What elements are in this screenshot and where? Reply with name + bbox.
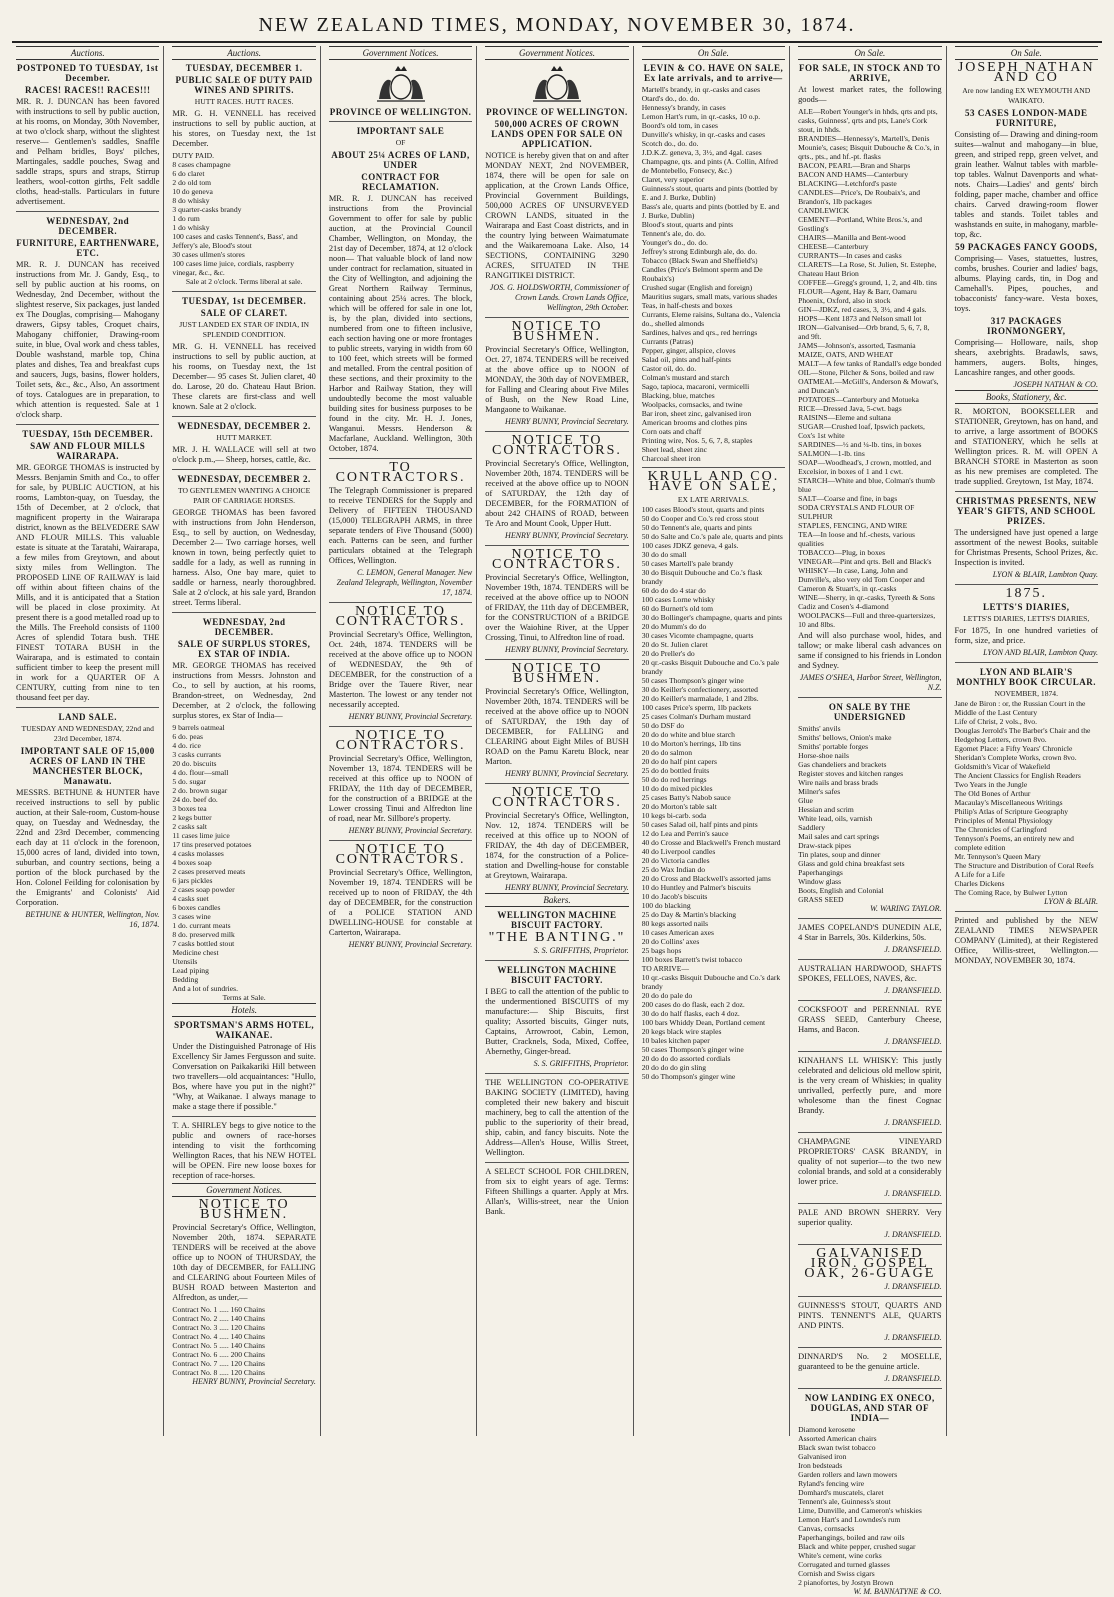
ad-list: Smiths' anvils Smiths' bellows, Onion's make Smiths' portable forges Horse-shoe nails Gas chandeliers and brackets Register stoves and kitchen ranges Wire nails and brass brads Milner's safes Glue Hessian and scrim White lead, oils, varnish Saddlery Mail sales and cart springs Draw-stack pipes Tin plates, soup and dinner Glass and gold china breakfast sets Paperhangings Window glass Boots, English and Colonial GRASS SEED [798,724,905,904]
ad-signature: HENRY BUNNY, Provincial Secretary. [348,826,473,835]
ad-title: WEDNESDAY, DECEMBER 2. [177,474,311,484]
ad-subtitle: IMPORTANT SALE OF 15,000 ACRES OF LAND IN THE MANCHESTER BLOCK, Manawatu. [20,746,155,786]
divider [798,959,941,960]
divider [485,431,628,432]
royal-crest-icon [527,63,587,105]
ad-subtitle: PUBLIC SALE OF DUTY PAID WINES AND SPIRITS. [175,75,313,95]
column-1 [12,46,164,1436]
ad-body: For 1875, In one hundred varieties of form, size, and price. [954,626,1098,645]
column-7 [951,46,1102,1436]
ad-body: The Telegraph Commissioner is prepared to receive TENDERS for the Supply and Delivery of FIFTEEN THOUSAND (15,000) TELEGRAPH ARMS, in three separate tenders of Five Thousand (5000) each. Patterns can be seen, and further particulars obtained at the Telegraph Offices, Wellington. [328,486,473,565]
ad-title: SPORTSMAN'S ARMS HOTEL, WAIKANAE. [174,1020,315,1040]
ad-body: T. A. SHIRLEY begs to give notice to the public and owners of race-horses intending to visit the forthcoming Wellington Races, that his NEW HOTEL will be OPEN. Fire new loose boxes for reception of race-horses. [172,1121,316,1180]
section-head-government-notices: Government Notices. [172,1183,315,1197]
ad-subtitle: 53 CASES LONDON-MADE FURNITURE, [964,108,1088,128]
divider [172,612,315,613]
ad-body: Provincial Secretary's Office, Wellington, Oct. 24th, 1874. TENDERS will be received at the above office up to NOON of WEDNESDAY, the 9th of DECEMBER, for the construction of a Bridge over the Tauere River, near Masterton. The lowest or any tender not necessarily accepted. [328,630,473,709]
ad-body: THE WELLINGTON CO-OPERATIVE BAKING SOCIETY (LIMITED), having completed their new bakery and biscuit machinery, beg to call the attention of the public to the superiority of their bread, ship, cabin, and fancy biscuits. Note the Address—Allen's House, Willis Street, Wellington. [485,1078,629,1157]
divider [798,1244,941,1245]
ad-title: LETTS'S DIARIES, [982,602,1070,612]
ad-subtitle: Are now landing EX WEYMOUTH AND WAIKATO. [962,86,1091,105]
ad-list: Jane de Biron : or, the Russian Court in the Middle of the Last Century Life of Christ, 2 vols., 8vo. Douglas Jerrold's The Barber's Chair and the Hedgehog Letters, crown 8vo. Egomet Place: a Fifty Years' Chronicle Sheridan's Complete Works, crown 8vo. Goldsmith's Vicar of Wakefield The Ancient Classics for English Readers Two Years in the Jungle The Old Bones of Arthur Macaulay's Miscellaneous Writings Philip's Atlas of Scripture Geography Principles of Mental Physiology The Chronicles of Carlingford Tennyson's Poems, an entirely new and complete edition Mr. Tennyson's Queen Mary The Structure and Distribution of Coral Reefs A Life for a Life Charles Dickens The Coming Race, by Bulwer Lytton [954,699,1094,897]
ad-title: TUESDAY, DECEMBER 1. [185,63,303,73]
section-head-auctions: Auctions. [172,46,315,60]
ad-signature: J. DRANSFIELD. [884,945,942,954]
ad-list: Diamond kerosene Assorted American chairs Black swan twist tobacco Galvanised iron Iron bedsteads Garden rollers and lawn mowers Ryland's fencing wire Domhard's muscatels, claret Tennent's ale, Guinness's stout Lime, Dunville, and Cameron's whiskies Lemon Hart's and Lowndes's rum Canvas, cornsacks Paperhangings, boiled and raw oils Black and white pepper, crushed sugar White's cement, wine corks Corrugated and turned glasses Cornish and Swiss cigars 2 pianofortes, by Jostyn Brown [798,1425,922,1587]
ad-signature: JOSEPH NATHAN & CO. [1013,380,1098,389]
ad-subtitle: LETTS'S DIARIES, LETTS'S DIARIES, [963,614,1090,623]
ad-signature: J. DRANSFIELD. [884,1282,942,1291]
divider [329,840,472,841]
ad-title: NOTICE TO CONTRACTORS. [492,433,622,458]
ad-subtitle: CONTRACT FOR RECLAMATION. [361,172,440,192]
ad-title: JOSEPH NATHAN AND CO [957,60,1095,85]
divider [955,911,1098,912]
ad-signature: JAMES O'SHEA, Harbor Street, Wellington, N.Z. [799,673,942,692]
divider [798,1000,941,1001]
ad-body: MR. GEORGE THOMAS has received instructions from Messrs. Johnston and Co., to sell by auction, at his rooms, Brandon-street, on Wednesday, 2nd December, at 2 o'clock, the following surplus stores, ex Star of India— [172,661,316,720]
divider [329,726,472,727]
ad-signature: J. DRANSFIELD. [884,1189,942,1198]
ad-body: MR. G. H. VENNELL has received instructions to sell by public auction, at his stores, on Tuesday next, the 1st December. [172,109,316,148]
ad-title: NOTICE TO CONTRACTORS. [492,785,622,810]
divider [329,602,472,603]
ad-body: COCKSFOOT and PERENNIAL RYE GRASS SEED, Canterbury Cheese, Hams, and Bacon. [798,1005,942,1034]
divider [485,1162,628,1163]
ad-body: NOTICE is hereby given that on and after MONDAY NEXT, 2nd NOVEMBER, 1874, there will be open for sale on application, at the Crown Lands Office, Provincial Government Buildings, 500,000 ACRES OF UNSURVEYED CROWN LANDS, situated in the Wairarapa and East Coast districts, and in the country lying between Waimatumate and the Waikaremoana Lake. Also, 14 SECTIONS, CONTAINING 3290 ACRES, SITUATED IN THE RANGITIKEI DISTRICT. [485,151,629,280]
ad-subtitle: TO GENTLEMEN WANTING A CHOICE PAIR OF CARRIAGE HORSES. [178,486,311,505]
ad-title: LEVIN & CO. HAVE ON SALE, Ex late arrivals, and to arrive— [643,63,784,83]
divider [16,211,159,212]
ad-title: KRULL AND CO. HAVE ON SALE, [647,469,780,494]
divider [172,416,315,417]
section-head-on-sale: On Sale. [642,46,785,60]
ad-body: Provincial Secretary's Office, Wellington, November 20th, 1874. TENDERS will be received at the above office up to NOON of SATURDAY, the 12th day of DECEMBER, for the FORMATION of about 242 CHAINS of ROAD, between Te Aro and Mount Cook, Upper Hutt. [485,459,629,528]
divider [798,1132,941,1133]
ad-list: 100 cases Blood's stout, quarts and pints 50 do Cooper and Co.'s red cross stout 50 do Tennent's ale, quarts and pints 50 do Salte and Co.'s pale ale, quarts and pints 100 cases JDKZ geneva, 4 gals. 30 do do small 50 cases Martell's pale brandy 30 do Bisquit Dubouche and Co.'s flask brandy 60 do do do 4 star do 100 cases Lorne whisky 60 do Burnett's old tom 30 do Bollinger's champagne, quarts and pints 20 do Mumm's do do 30 cases Vicomte champagne, quarts 20 do St. Julien claret 20 do Preller's do 20 qr.-casks Bisquit Dubouche and Co.'s pale brandy 50 cases Thompson's ginger wine 30 do Keiller's confectionery, assorted 20 do Keiller's marmalade, 1 and 2lbs. 100 cases Price's sperm, 1lb packets 25 cases Colman's Durham mustard 50 do DSF do 20 do do white and blue starch 10 do Morton's herrings, 1lb tins 20 do do salmon 20 do do half pint capers 25 do do bottled fruits 50 do do red herrings 10 do do mixed pickles 25 cases Batty's Nabob sauce 20 do Morton's table salt 10 kegs bi-carb. soda 50 cases Salad oil, half pints and pints 12 do Lea and Perrin's sauce 40 do Crosse and Blackwell's French mustard 40 do Liverpool candles 20 do Victoria candles 25 do Wax Indian do 20 do Cross and Blackwell's assorted jams 10 do Huntley and Palmer's biscuits 10 do Jacob's biscuits 100 do blacking 25 do Day & Martin's blacking 80 kegs assorted nails 10 cases American axes 20 do Collins' axes 25 bags hops 100 boxes Barrett's twist tobacco TO ARRIVE— 10 qr.-casks Bisquit Dubouche and Co.'s dark brandy 20 do do pale do 200 cases do do flask, each 2 doz. 30 do do half flasks, each 4 doz. 100 bars Whiddy Dean, Portland cement 20 kegs black wire staples 10 bales kitchen paper 50 cases Thompson's ginger wine 20 do do do assorted cordials 20 do do do gin sling 50 do Thompson's ginger wine [641,505,783,1081]
ad-title: LYON AND BLAIR'S MONTHLY BOOK CIRCULAR. [956,667,1097,687]
ad-body: AUSTRALIAN HARDWOOD, SHAFTS SPOKES, FELLOES, NAVES, &c. [798,964,942,983]
divider [485,783,628,784]
ad-title: NOTICE TO BUSHMEN. [511,319,603,344]
ad-title: WELLINGTON MACHINE BISCUIT FACTORY. [497,965,617,985]
divider [798,1347,941,1348]
ad-signature: LYON & BLAIR. [1044,897,1098,906]
ad-subtitle: JUST LANDED EX STAR OF INDIA, IN SPLENDID CONDITION. [179,320,310,339]
ad-list: Martell's brandy, in qr.-casks and cases Otard's do., do. do. Hennessy's brandy, in cases Lemon Hart's rum, in qr.-casks, 10 o.p. Boord's old tom, in cases Dunville's whisky, in qr.-casks and cases Scotch do., do. do. J.D.K.Z. geneva, 3, 3½, and 4gal. cases Champagne, qts. and pints (A. Collin, Alfred de Montebello, Fonsecy, &c.) Claret, very superior Guinness's stout, quarts and pints (bottled by E. and J. Burke, Dublin) Bass's ale, quarts and pints (bottled by E. and J. Burke, Dublin) Blood's stout, quarts and pints Tennent's ale, do. do. Younger's do., do. do. Jeffrey's strong Edinburgh ale, do. do. Tobacco (Black Swan and Sheffield's) Candles (Price's Belmont sperm and De Roubaix's) Crushed sugar (English and foreign) Mauritius sugars, small mats, various shades Teas, in half-chests and boxes Currants, Eleme raisins, Sultana do., Valencia do., shelled almonds Sardines, halves and qrs., red herrings Currants (Patras) Pepper, ginger, allspice, cloves Salad oil, pints and half-pints Castor oil, do. do. Colman's mustard and starch Sago, tapioca, macaroni, vermicelli Blacking, blue, matches Woolpacks, cornsacks, and twine Bar iron, sheet zinc, galvanised iron American brooms and clothes pins Corn oats and chaff Printing wire, Nos. 5, 6, 7, 8, staples Sheet lead, sheet zinc Charcoal sheet iron [641,85,781,463]
section-head-on-sale: On Sale. [798,46,941,60]
ad-title: LAND SALE. [58,712,117,722]
ad-signature: J. DRANSFIELD. [884,1230,942,1239]
divider [329,121,472,122]
ad-signature: C. LEMON, General Manager. New Zealand Telegraph, Wellington, November 17, 1874. [336,568,473,597]
ad-body: MR. G. H. VENNELL has received instructions to sell by public auction, at his rooms, on Tuesday next, the 1st December— 95 cases St. Julien claret, 40 do. Larose, 20 do. Chateau Haut Brion. These clarets are first-class and well known. Sale at 2 o'clock. [172,342,316,411]
ad-note: Sale at 2 o'clock. Terms liberal at sale. [185,277,303,286]
ad-body: DINNARD'S No. 2 MOSELLE, guaranteed to be the genuine article. [798,1352,942,1371]
ad-body: JAMES COPELAND'S DUNEDIN ALE, 4 Star in Barrels, 30s. Kilderkins, 50s. [798,923,942,942]
ad-body: PALE AND BROWN SHERRY. Very superior quality. [798,1208,942,1227]
ad-subtitle: SAW AND FLOUR MILLS WAIRARAPA. [30,441,146,461]
ad-list: 9 barrels oatmeal 6 do. peas 4 do. rice 3 casks currants 20 do. biscuits 4 do. flour—small 5 do. sugar 2 do. brown sugar 24 do. beef do. 3 boxes tea 2 kegs butter 2 casks salt 11 cases lime juice 17 tins preserved potatoes 4 casks molasses 4 boxes soap 2 cases preserved meats 6 jars pickles 2 cases soap powder 4 casks suet 6 boxes candles 3 cases wine 1 do. currant meats 8 do. preserved milk 7 casks bottled stout Medicine chest Utensils Lead piping Bedding And a lot of sundries. [172,723,252,993]
ad-body: MR. R. J. DUNCAN has been favored with instructions to sell by public auction, at his rooms, on Monday, 30th November, at two o'clock sharp, without the slightest reserve— Gentlemen's saddles, Snaffle and Pelham bridles, Boys' pilches, Martingales, saddle pouches, Swag and saddle straps, spurs and straps, Stirrup leathers, wool-cotton girths, Felt saddle cloths, head-stalls. Particulars in future advertisement. [16,97,160,206]
divider [485,545,628,546]
section-head-bakers: Bakers. [485,893,628,907]
ad-subtitle: TUESDAY AND WEDNESDAY, 22nd and 23rd December, 1874. [21,724,154,743]
ad-subtitle: RACES! RACES!! RACES!!! [24,85,151,95]
ad-body: MR. R. J. DUNCAN has received instructions from the Provincial Government to offer for sale by public auction, at the Provincial Council Chamber, Wellington, on Monday, the 21st day of December, 1874, at 12 o'clock noon— That valuable block of land now under contract for reclamation, situated in the City of Wellington, and adjoining the Great Northern Railway Terminus, containing about 25¼ acres. The block, which will be offered for sale in one lot, is, by the plan, divided into sections, numbered from one to fifteen inclusive, each section having one or more frontages to public streets, varying in width from 60 to 100 feet, which streets will be formed and metalled. From the central position of these sections, and their proximity to the Harbor and Railway Station, they will undoubtedly become the most valuable building sites for business purposes to be found in the city. Mr. H. J. Jones, Wanganui. Messrs. Henderson & Macfarlane, Auckland. Wellington, 30th October, 1874. [328,194,473,453]
divider [955,491,1098,492]
divider [16,707,159,708]
ad-body: Provincial Secretary's Office, Wellington, November 20th, 1874. TENDERS will be received at the above office up to NOON of SATURDAY, the 19th day of DECEMBER, for FALLING and CLEARING about Eight Miles of BUSH ROAD on the Pamu Karetu Block, near Marton. [485,687,629,766]
divider [172,291,315,292]
column-3 [325,46,477,1436]
divider [485,1073,628,1074]
ad-list: ALE—Robert Younger's in hhds, qrts and pts, casks, Guinness', qrts and pts, Lane's Cork stout, in hhds. BRANDIES—Hennessy's, Martell's, Denis Mounie's, cases; Bisquit Dubouche & Co.'s, in qrts., pts., and hf.-pt. flasks BACON, PEARL—Bran and Sharps BACON AND HAMS—Canterbury BLACKING—Letchford's paste CANDLES—Price's, De Roubaix's, and Brandon's, 1lb packages CANDLEWICK CEMENT—Portland, White Bros.'s, and Gostling's CHAIRS—Manilla and Bent-wood CHEESE—Canterbury CURRANTS—In cases and casks CLARETS—La Rose, St. Julien, St. Estephe, Chateau Haut Brion COFFEE—Gregg's ground, 1, 2, and 4lb. tins FLOUR—Agent, Hay & Barr, Oamaru Phoenix, Oxford, also in stock GIN—JDKZ, red cases, 3, 3½, and 4 gals. HOPS—Kent 1873 and Nelson small lot IRON—Galvanised—Orb brand, 5, 6, 7, 8, and 9ft. JAMS—Johnson's, assorted, Tasmania MAIZE, OATS, AND WHEAT MALT—A few tanks of Randall's edge bonded OIL—Stone, Pilcher & Sons, boiled and raw OATMEAL—McGill's, Anderson & Mowat's, and Duncan's POTATOES—Canterbury and Motueka RICE—Dressed Java, 5-cwt. bags RAISINS—Eleme and sultana SUGAR—Crushed loaf, Ipswich packets, Cox's 1st white SARDINES—½ and ¼-lb. tins, in boxes SALMON—1-lb. tins SOAP—Woodhead's, J crown, mottled, and Excelsior, in boxes of 1 and 1 cwt. STARCH—White and blue, Colman's thumb blue SALT—Coarse and fine, in bags SODA CRYSTALS AND FLOUR OF SULPHUR STAPLES, FENCING, AND WIRE TEA—In loose and hf.-chests, various qualities TOBACCO—Plug, in boxes VINEGAR—Pint and qrts. Bell and Black's WHISKY—In case, Lang, John and Dunville's, also very old Tom Cooper and Cameron & Stuart's, in qr.-casks WINE—Sherry, in qr.-casks, Tyreeth & Sons Cadiz and Cosen's 4-diamond WOOLPACKS—Full and three-quartersizes, 10 and 8lbs. [798,107,942,629]
ad-body: Consisting of— Drawing and dining-room suites—walnut and mahogany—in blue, green, and striped repp, green velvet, and grain leather. Walnut tables with marble-top tables. Walnut Davenports and what-nots. Chairs—Ladies' and gents' birch folding, paper mache, chamber and office chairs. Carved drawing-room flower tables and stands. Toilet tables and washstands en suite, in mahogany, marble-top, &c. [954,130,1098,239]
ad-subtitle: 317 PACKAGES IRONMONGERY, [986,316,1066,336]
ad-signature: W. WARING TAYLOR. [870,904,942,913]
ad-title: ON SALE BY THE UNDERSIGNED [828,702,911,722]
ad-title: TUESDAY, 1st DECEMBER. [181,296,307,306]
ad-signature: HENRY BUNNY, Provincial Secretary. [192,1377,316,1386]
ad-subtitle: "THE BANTING." [488,930,626,945]
section-head-books: Books, Stationery, &c. [955,390,1098,404]
ad-title: NOTICE TO CONTRACTORS. [335,604,466,629]
ad-body: Provincial Secretary's Office, Wellington, November 13, 1874. TENDERS will be received at this office up to NOON of FRIDAY, the 11th day of DECEMBER, for the construction of a BRIDGE at the Lower crossing Tinui and Alfredton line of road, near Mr. Sillbore's property. [328,754,473,823]
ad-subtitle: SALE OF SURPLUS STORES, EX STAR OF INDIA. [177,639,311,659]
ad-title: TUESDAY, 15th DECEMBER. [22,429,154,439]
ad-body: MR. GEORGE THOMAS is instructed by Messrs. Benjamin Smith and Co., to offer for sale, by PUBLIC AUCTION, at his rooms, Lambton-quay, on Tuesday, the 15th of December, at 2 o'clock, that magnificent property in the Wairarapa district, known as the BELVEDERE SAW AND FLOUR MILLS. This valuable estate is situate at the Taratahi, Wairarapa, a few miles from Greytown, and about sixty miles from Wellington. The PROPOSED LINE OF RAILWAY is laid off within about fifteen chains of the Mills, and it is anticipated that a Station will be placed in close proximity. At present there is a good metalled road up to the Mills. The Freehold consists of 1100 Acres of splendid Totara bush. THE FINEST TOTARA BUSH in the Wairarapa, and is estimated to contain sufficient timber to keep the present mill in work for a QUARTER OF A CENTURY, cutting from nine to ten thousand feet per day. [16,463,160,702]
ad-subtitle: HUTT MARKET. [216,433,272,442]
ad-subtitle: 500,000 ACRES OF CROWN LANDS OPEN FOR SALE ON APPLICATION. [491,119,623,149]
ad-body: KINAHAN'S LL WHISKY: This justly celebrated and delicious old mellow spirit, is the very cream of Whiskies; in quality unrivalled, perfectly pure, and more wholesome than the finest Cognac Brandy. [798,1056,942,1115]
ad-title: NOTICE TO CONTRACTORS. [335,842,466,867]
ad-body: MESSRS. BETHUNE & HUNTER have received instructions to sell by public auction, at their Sale-room, Custom-house quay, on Tuesday and Wednesday, the 22nd and 23rd December, commencing each day at 11 o'clock in the forenoon, 15,000 acres of land, divided into town, suburban, and country sections, being a portion of the block purchased by the Hon. Colonel Feilding for colonisation by the Emigrants' and Colonists' Aid Corporation. [16,788,160,907]
ad-title: WEDNESDAY, 2nd DECEMBER. [46,216,130,236]
ad-signature: HENRY BUNNY, Provincial Secretary. [505,417,629,426]
ad-subtitle: ABOUT 25¼ ACRES OF LAND, UNDER [331,150,470,170]
ad-signature: J. DRANSFIELD. [884,1118,942,1127]
divider [16,424,159,425]
divider [798,1051,941,1052]
ad-body: CHAMPAGNE VINEYARD PROPRIETORS' CASK BRANDY, in quality of not superior—to the two new colonial brands, and sold at a considerably lower price. [798,1137,942,1186]
divider [642,467,785,468]
ad-subtitle: EX LATE ARRIVALS. [677,495,749,504]
ad-signature: HENRY BUNNY, Provincial Secretary. [505,883,629,892]
imprint: Printed and published by the NEW ZEALAND TIMES NEWSPAPER COMPANY (Limited), at their Registered Office, Willis-street, Wellington.—MONDAY, NOVEMBER 30, 1874. [954,916,1098,965]
divider [798,918,941,919]
column-4 [481,46,633,1436]
ad-subtitle: 59 PACKAGES FANCY GOODS, [955,242,1098,252]
divider [955,584,1098,585]
ad-body: Provincial Secretary's Office, Wellington, Oct. 27, 1874. TENDERS will be received at the above office up to NOON of MONDAY, the 30th day of NOVEMBER, for Falling and Clearing about Five Miles of Bush, on the New Road Line, Mangaone to Waikanae. [485,345,629,414]
ad-subtitle: FURNITURE, EARTHENWARE, ETC. [16,238,160,258]
divider [485,960,628,961]
ad-title: POSTPONED TO TUESDAY, 1st December. [17,63,159,83]
ad-signature: LYON & BLAIR, Lambton Quay. [992,570,1098,579]
section-head-government-notices: Government Notices. [329,46,472,60]
ad-subtitle: OF [395,138,406,147]
column-2 [168,46,320,1436]
divider [798,697,941,698]
column-5 [638,46,790,1436]
ad-body: At lowest market rates, the following goods— [798,85,942,104]
section-head-on-sale: On Sale. [955,46,1098,60]
ad-body: Provincial Secretary's Office, Wellington, November 19th, 1874. TENDERS will be received at the above office up to NOON of FRIDAY, the 11th day of DECEMBER, for the CONSTRUCTION of a BRIDGE over the Waiohine River, at the Upper Crossing, Tinui, to Alfredton line of road. [485,573,629,642]
ad-signature: JOS. G. HOLDSWORTH, Commissioner of Crown Lands. Crown Lands Office, Wellington, 29th October. [489,283,629,312]
divider [172,1116,315,1117]
ad-title: WEDNESDAY, DECEMBER 2. [177,421,311,431]
ad-signature: HENRY BUNNY, Provincial Secretary. [348,940,473,949]
ad-body: The undersigned have just opened a large assortment of the newest Books, suitable for Christmas Presents, School Prizes, &c. Inspection is invited. [954,528,1098,567]
divider [955,662,1098,663]
ad-signature: LYON AND BLAIR, Lambton Quay. [983,648,1098,657]
ad-signature: HENRY BUNNY, Provincial Secretary. [505,531,629,540]
ad-signature: J. DRANSFIELD. [884,1333,942,1342]
ad-subtitle: NOVEMBER, 1874. [994,689,1058,698]
masthead: NEW ZEALAND TIMES, MONDAY, NOVEMBER 30, 1874. [12,8,1102,43]
ad-year: 1875. [1005,586,1047,601]
ad-title: PROVINCE OF WELLINGTON. [486,107,628,117]
ad-body: A SELECT SCHOOL FOR CHILDREN, from six to eight years of age. Terms: Fifteen Shillings a quarter. Apply at Mrs. Allan's, Willis-street, near the Union Bank. [485,1167,629,1216]
ad-title: WEDNESDAY, 2nd DECEMBER. [202,617,286,637]
ad-body: GUINNESS'S STOUT, QUARTS AND PINTS. TENNENT'S ALE, QUARTS AND PINTS. [798,1301,942,1330]
ad-body: GEORGE THOMAS has been favored with instructions from John Henderson, Esq., to sell by auction, on Wednesday, December 2— Two carriage horses, well known in town, being perfectly quiet to saddle for a lady, as well as running in harness. Also, One bay mare, quiet to saddle or harness, nearly thoroughbred. Sale at 2 o'clock, at his sale yard, Brandon street. Terms liberal. [172,508,316,607]
divider [485,317,628,318]
ad-title: NOTICE TO CONTRACTORS. [492,547,622,572]
ad-body: Comprising— Holloware, nails, shop shears, axebrights. Bradawls, saws, hammers, augers. Bolts, hinges, Lancashire ranges, and other goods. [954,338,1098,377]
divider [798,1296,941,1297]
ad-title: NOTICE TO BUSHMEN. [511,661,603,686]
divider [172,469,315,470]
ad-body: Comprising— Vases, statuettes, lustres, combs, brushes. Courier and ladies' bags, albums. Playing cards, tin, in Dog and Camehall's. Pipes, pouches, and tobacconists' fancy-ware. Vesta boxes, toys. [954,254,1098,313]
section-head-government-notices: Government Notices. [485,46,628,60]
ad-subtitle: SALE OF CLARET. [200,308,288,318]
ad-title: NOTICE TO BUSHMEN. [198,1197,290,1222]
divider [798,1388,941,1389]
ad-title: NOTICE TO CONTRACTORS. [335,728,466,753]
ad-signature: HENRY BUNNY, Provincial Secretary. [505,645,629,654]
ad-body: Provincial Secretary's Office, Wellington, November 20th, 1874. SEPARATE TENDERS will be received at the above office up to NOON of THURSDAY, the 10th day of DECEMBER, for FALLING and CLEARING about Fourteen Miles of BUSH ROAD between Masterton and Alfredton, as under,— [172,1223,316,1302]
section-head-auctions: Auctions. [16,46,159,60]
ad-title: NOW LANDING EX ONECO, DOUGLAS, AND STAR OF INDIA— [804,1393,935,1423]
ad-subtitle: IMPORTANT SALE [356,126,445,136]
divider [798,1203,941,1204]
divider [485,659,628,660]
ad-title: CHRISTMAS PRESENTS, NEW YEAR'S GIFTS, AND SCHOOL PRIZES. [955,496,1097,526]
ad-title: FOR SALE, IN STOCK AND TO ARRIVE, [799,63,941,83]
ad-note: Terms at Sale. [222,993,266,1002]
ad-list: Contract No. 1 ..... 160 Chains Contract No. 2 ..... 140 Chains Contract No. 3 ..... 120 Chains Contract No. 4 ..... 140 Chains Contract No. 5 ..... 140 Chains Contract No. 6 ..... 200 Chains Contract No. 7 ..... 120 Chains Contract No. 8 ..... 120 Chains [172,1305,266,1377]
ad-title: GALVANISED IRON. GOSPEL OAK, 26-GUAGE [804,1246,936,1281]
ad-body: And will also purchase wool, hides, and tallow; or make liberal cash advances on same if consigned to his friends in London and Sydney. [798,631,942,670]
section-head-hotels: Hotels. [172,1003,315,1017]
ad-body: Provincial Secretary's Office, Wellington, November 19, 1874. TENDERS will be received up to noon of FRIDAY, the 4th day of DECEMBER, for the construction of a POLICE STATION AND DWELLING-HOUSE for constable at Carterton, Wairarapa. [328,868,473,937]
ad-title: TO CONTRACTORS. [335,460,466,485]
royal-crest-icon [371,63,431,105]
ad-body: MR. J. H. WALLACE will sell at two o'clock p.m.,— Sheep, horses, cattle, &c. [172,445,316,464]
ad-signature: J. DRANSFIELD. [884,986,942,995]
ad-subtitle: HUTT RACES. HUTT RACES. [194,97,294,106]
columns [12,46,1102,1596]
ad-body: R. MORTON, BOOKSELLER and STATIONER, Greytown, has on hand, and to arrive, a large assortment of BOOKS and STATIONERY, which he sells at Wellington prices. R. M. will OPEN A BRANCH STORE in Masterton as soon as his new premises are completed. The trade supplied. Greytown, 1st May, 1874. [954,407,1098,486]
ad-signature: J. DRANSFIELD. [884,1037,942,1046]
ad-title: WELLINGTON MACHINE BISCUIT FACTORY. [497,910,617,930]
ad-signature: HENRY BUNNY, Provincial Secretary. [505,769,629,778]
ad-title: PROVINCE OF WELLINGTON. [329,107,472,117]
ad-signature: W. M. BANNATYNE & CO. [853,1587,942,1596]
ad-signature: S. S. GRIFFITHS, Proprietor. [533,946,629,955]
ad-body: Under the Distinguished Patronage of His Excellency Sir James Fergusson and suite. Conversation on Paikakariki Hill between two travellers—old acquaintances: "Hullo, Bos, where have you put in the night?" "Why, at Waikanae. I always manage to make a stage there if possible." [172,1042,316,1111]
ad-body: MR. R. J. DUNCAN has received instructions from Mr. J. Gandy, Esq., to sell by public auction at his rooms, on Wednesday, 2nd December, without the slightest reserve, Six packages, just landed ex The Douglas, comprising— Mahogany drawers, Gipsy tables, Croquet chairs, Mahogany chiffonier, Drawing-room suite, in blue, Oval work and chess tables, Double washstand, marble top, China plates and dishes, Tea and breakfast cups and saucers, Jugs, basins, flower holders, Toilet sets, &c., &c., Also, An assortment of toys. Catalogues are in preparation, to which attention is requested. Sale at 1 o'clock sharp. [16,260,160,419]
ad-body: I BEG to call the attention of the public to the undermentioned BISCUITS of my manufacture:— Ship Biscuits, first quality; Assorted biscuits, Ginger nuts, Captains, Arrowroot, Cabin, Lemon, Butter, Cracknels, Soda, Mixed, Coffee, Abernethy, Ginger-bread. [485,987,629,1056]
divider [329,458,472,459]
ad-signature: BETHUNE & HUNTER, Wellington, Nov. 16, 1874. [25,910,160,929]
ad-list: DUTY PAID. 8 cases champagne 6 do claret 2 do old tom 10 do geneva 8 do whisky 3 quarter-casks brandy 1 do rum 1 do whisky 100 cases and casks Tennent's, Bass', and Jeffery's ale, Blood's stout 30 cases ullmen's stores 100 cases lime juice, cordials, raspberry vinegar, &c., &c. [172,151,298,277]
ad-signature: HENRY BUNNY, Provincial Secretary. [348,712,473,721]
ad-body: Provincial Secretary's Office, Wellington, Nov. 12, 1874. TENDERS will be received at this office up to NOON of FRIDAY, the 4th day of DECEMBER, 1874, for the construction of a Police-station and Dwelling-house for constable at Greytown, Wairarapa. [485,811,629,880]
ad-signature: J. DRANSFIELD. [884,1374,942,1383]
column-6 [794,46,946,1596]
ad-signature: S. S. GRIFFITHS, Proprietor. [533,1059,629,1068]
